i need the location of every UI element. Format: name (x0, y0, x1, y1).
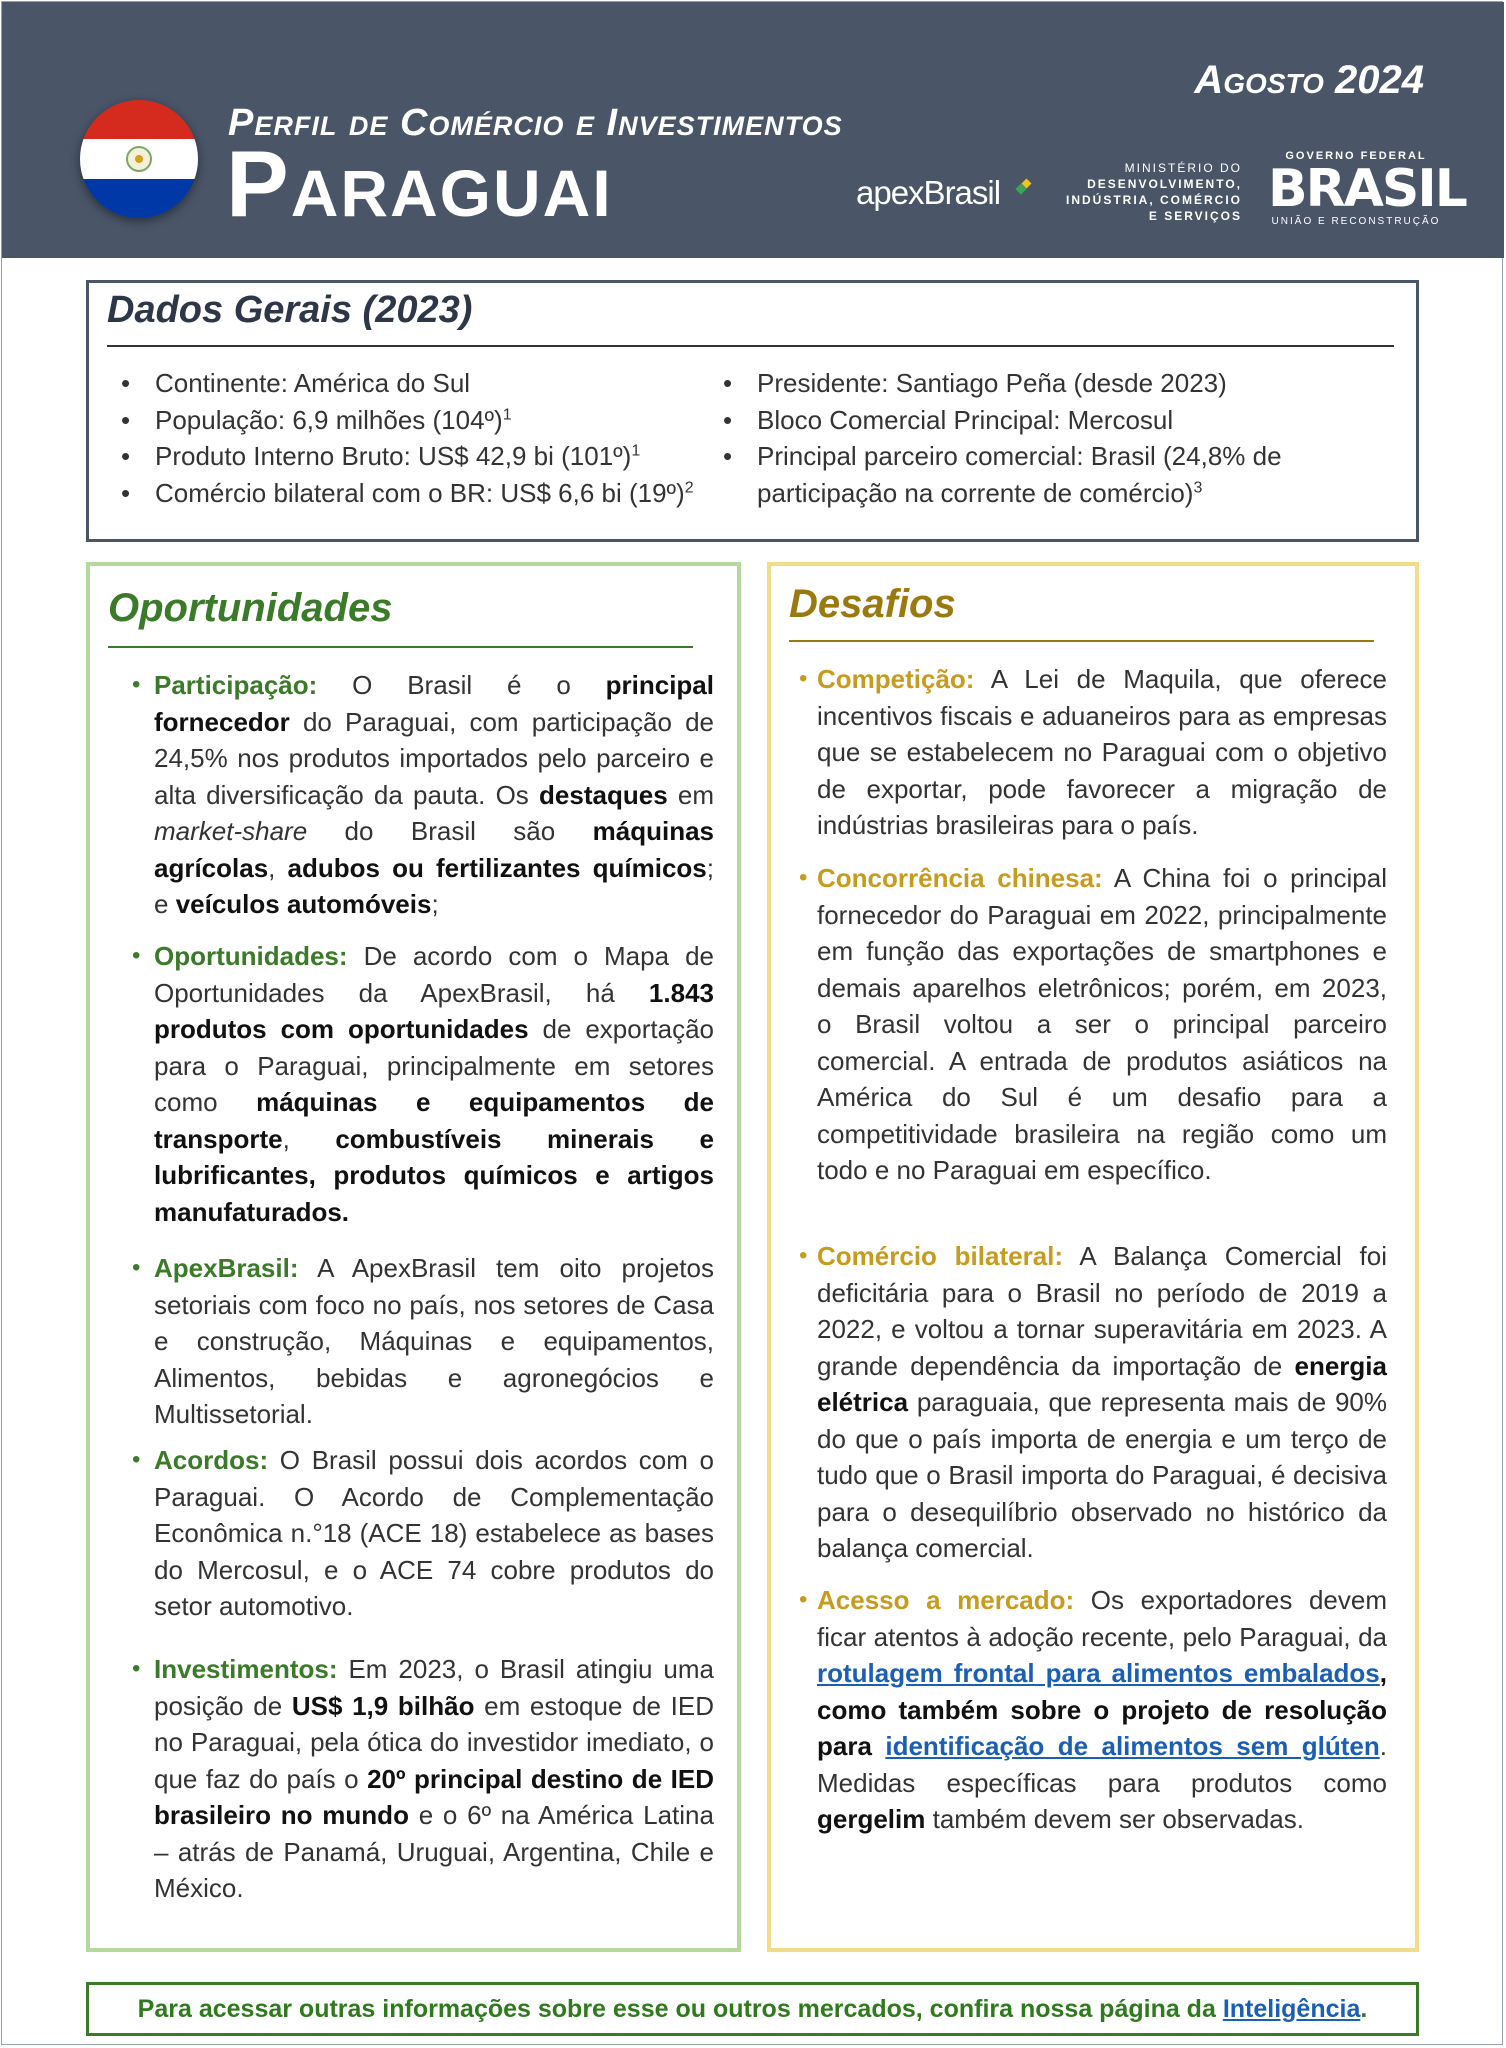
divider (789, 640, 1374, 642)
item-concorrencia-chinesa: • Concorrência chinesa: A China foi o principal fornecedor do Paraguai em 2022, principalmente em função das exportações de smartphones e demais aparelhos eletrônicos; porém, em 2023, o Brasil voltou a ser o principal parceiro comercial. A entrada de produtos asiáticos na América do Sul é um desafio para a competitividade brasileira na região como um todo e no Paraguai em específico. (799, 863, 1387, 1185)
report-subtitle: Perfil de Comércio e Investimentos (228, 102, 843, 144)
dados-gerais-title: Dados Gerais (2023) (107, 289, 473, 331)
list-item: • Produto Interno Bruto: US$ 42,9 bi (101º)$^1$ (121, 438, 694, 475)
item-apexbrasil: • ApexBrasil: A ApexBrasil tem oito projetos setoriais com foco no país, nos setores de Casa e construção, Máquinas e equipamentos, Alimentos, bebidas e agronegócios e Multissetorial. (132, 1253, 714, 1429)
item-acesso-mercado: • Acesso a mercado: Os exportadores devem ficar atentos à adoção recente, pelo Paraguai, da rotulagem frontal para alimentos embalados, como também sobre o projeto de resolução para identificação de alimentos sem glúten. Medidas específicas para produtos como gergelim também devem ser observadas. (799, 1585, 1387, 1834)
list-item: • Comércio bilateral com o BR: US$ 6,6 bi (19º)$^2$ (121, 475, 694, 512)
item-investimentos: • Investimentos: Em 2023, o Brasil atingiu uma posição de US$ 1,9 bilhão em estoque de IED no Paraguai, pela ótica do investidor imediato, o que faz do país o 20º principal destino de IED brasileiro no mundo e o 6º na América Latina – atrás de Panamá, Uruguai, Argentina, Chile e México. (132, 1654, 714, 1903)
item-oportunidades: • Oportunidades: De acordo com o Mapa de Oportunidades da ApexBrasil, há 1.843 produtos com oportunidades de exportação para o Paraguai, principalmente em setores como máquinas e equipamentos de transporte, combustíveis minerais e lubrificantes, produtos químicos e artigos manufaturados. (132, 941, 714, 1227)
list-item: • Presidente: Santiago Peña (desde 2023) (723, 365, 1323, 402)
item-participacao: • Participação: O Brasil é o principal fornecedor do Paraguai, com participação de 24,5% nos produtos importados pelo parceiro e alta diversificação da pauta. Os destaques em market-share do Brasil são máquinas agrícolas, adubos ou fertilizantes químicos; e veículos automóveis; (132, 670, 715, 919)
gluten-link[interactable]: identificação de alimentos sem glúten (885, 1731, 1380, 1761)
dados-gerais-box (86, 280, 1419, 542)
inteligencia-link[interactable]: Inteligência (1222, 1995, 1361, 2023)
apexbrasil-mark-icon (1017, 180, 1031, 194)
oportunidades-title: Oportunidades (108, 586, 393, 630)
rotulagem-link[interactable]: rotulagem frontal para alimentos embalados (817, 1658, 1380, 1688)
governo-federal-logo: GOVERNO FEDERAL BRASIL UNIÃO E RECONSTRUÇÃO (1268, 150, 1466, 227)
dados-gerais-right-list (723, 365, 1323, 511)
item-acordos: • Acordos: O Brasil possui dois acordos com o Paraguai. O Acordo de Complementação Econômica n.°18 (ACE 18) estabelece as bases do Mercosul, e o ACE 74 cobre produtos do setor automotivo. (132, 1445, 714, 1621)
footer-banner: Para acessar outras informações sobre esse ou outros mercados, confira nossa página da Inteligência. (86, 1982, 1419, 2036)
item-comercio-bilateral: • Comércio bilateral: A Balança Comercial foi deficitária para o Brasil no período de 2019 a 2022, e voltou a tornar superavitária em 2023. A grande dependência da importação de energia elétrica paraguaia, que representa mais de 90% do que o país importa de energia e um terço de tudo que o Brasil importa do Paraguai, é decisiva para o desequilíbrio observado no histórico da balança comercial. (799, 1241, 1387, 1563)
list-item: • Principal parceiro comercial: Brasil (24,8% de participação na corrente de comércio)$^3$ (723, 438, 1323, 511)
paraguay-flag-icon (80, 100, 198, 218)
apexbrasil-logo: apexBrasil (856, 174, 1001, 211)
item-competicao: • Competição: A Lei de Maquila, que oferece incentivos fiscais e aduaneiros para as empresas que se estabelecem no Paraguai com o objetivo de exportar, pode favorecer a migração de indústrias brasileiras para o país. (799, 664, 1387, 840)
page-title: Paraguai (226, 131, 613, 236)
list-item: • População: 6,9 milhões (104º)$^1$ (121, 402, 694, 439)
ministry-logo: MINISTÉRIO DO DESENVOLVIMENTO, INDÚSTRIA, COMÉRCIO E SERVIÇOS (1066, 161, 1242, 223)
list-item: • Bloco Comercial Principal: Mercosul (723, 402, 1323, 439)
oportunidades-panel (86, 562, 741, 1952)
desafios-panel (767, 562, 1419, 1952)
divider (108, 646, 693, 648)
report-date: Agosto 2024 (1194, 58, 1424, 102)
desafios-title: Desafios (789, 582, 956, 626)
dados-gerais-left-list (121, 365, 694, 511)
divider (107, 345, 1394, 347)
header-banner (2, 2, 1504, 258)
list-item: • Continente: América do Sul (121, 365, 694, 402)
